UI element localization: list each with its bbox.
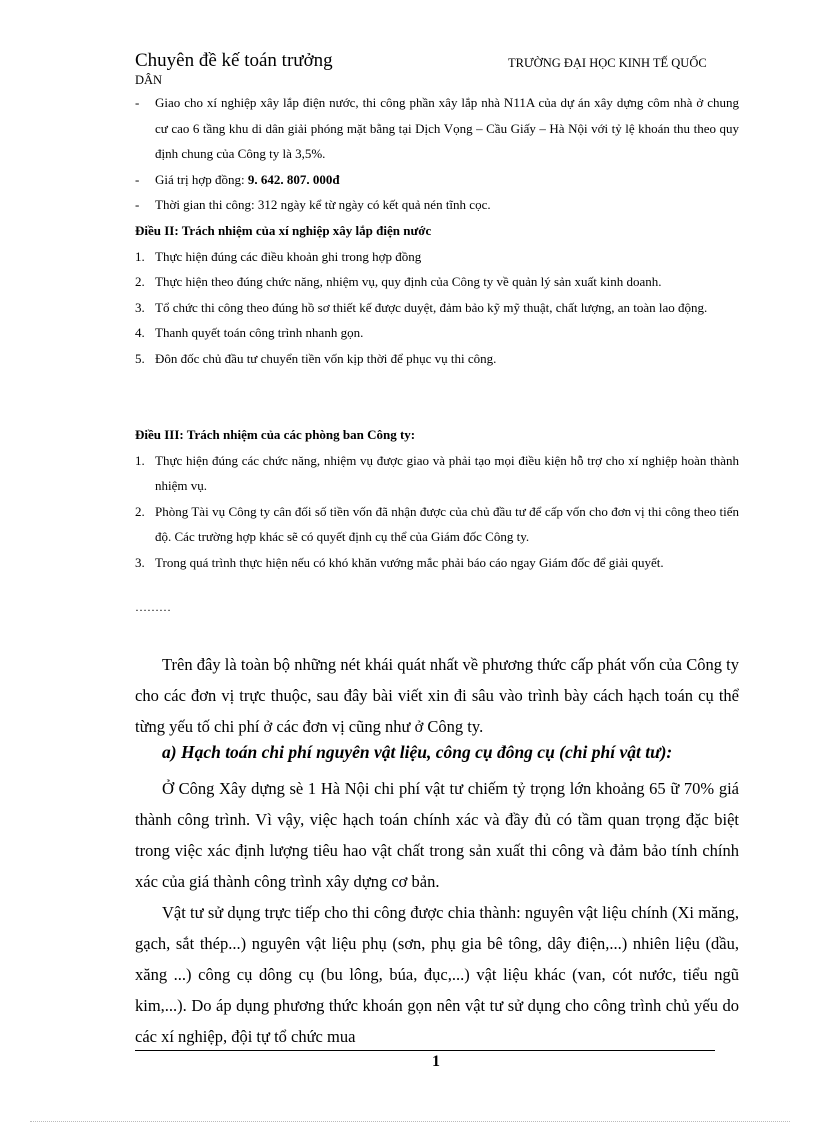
list-marker: 1. [135,248,145,264]
body-paragraph: Trên đây là toàn bộ những nét khái quát nhất về phương thức cấp phát vốn của Công ty cho các đơn vị trực thuộc, sau đây bài viết xin đi sâu vào trình bày cách hạch toán cụ thể từng yếu tố chi phí ở các đơn vị cũng như ở Công ty. [135,655,739,736]
article-3-heading: Điều III: Trách nhiệm của các phòng ban Công ty: [135,427,416,442]
list-marker: 2. [135,503,145,519]
list-item [135,295,739,321]
contract-value-label: Giá trị hợp đồng: [155,171,248,187]
page-edge-divider [30,1121,790,1122]
list-item [135,244,739,270]
footer-rule [135,1050,715,1051]
contract-terms-list [135,90,739,218]
list-item [135,320,739,346]
list-marker: 1. [135,452,145,468]
section-heading-a: a) Hạch toán chi phí nguyên vật liệu, công cụ đông cụ (chi phí vật tư): [162,742,673,762]
list-item-text: Đôn đốc chủ đầu tư chuyển tiền vốn kịp thời để phục vụ thi công. [155,350,497,366]
article-2 [135,218,739,371]
header-school: TRƯỜNG ĐẠI HỌC KINH TẾ QUỐC [508,56,707,70]
list-item-text: Giao cho xí nghiệp xây lắp điện nước, thi công phần xây lắp nhà N11A của dự án xây dựng côm nhà ở chung cư cao 6 tầng khu di dân giải phóng mặt bằng tại Dịch Vọng – Cầu Giấy – Hà Nội với tỷ lệ khoán thu theo quy định chung của Công ty là 3,5%. [155,95,739,161]
list-item-text: Tổ chức thi công theo đúng hồ sơ thiết kế được duyệt, đảm bảo kỹ mỹ thuật, chất lượng, an toàn lao động. [155,299,708,315]
article-3 [135,422,739,575]
list-marker: 5. [135,350,145,366]
list-marker: - [135,197,140,212]
list-marker: 2. [135,274,145,289]
list-item-text: Thực hiện đúng các điều khoản ghi trong hợp đồng [155,248,422,264]
page-number: 1 [432,1053,440,1070]
list-marker: 3. [135,554,145,570]
list-item-text: Phòng Tài vụ Công ty cân đối số tiền vốn đã nhận được của chủ đầu tư để cấp vốn cho đơn vị thi công theo tiến độ. Các trường hợp khác sẽ có quyết định cụ thể của Giám đốc Công ty. [155,503,739,544]
list-item [135,499,739,550]
list-item-text: Trong quá trình thực hiện nếu có khó khăn vướng mắc phải báo cáo ngay Giám đốc để giải quyết. [155,554,664,570]
contract-value: 9. 642. 807. 000đ [247,171,340,187]
list-item [135,346,739,372]
list-item [135,90,739,167]
list-item [135,448,739,499]
header-school-continued: DÂN [135,73,163,87]
list-marker: - [135,171,140,187]
list-item [135,550,739,576]
body-paragraph: Ở Công Xây dựng sè 1 Hà Nội chi phí vật tư chiếm tỷ trọng lớn khoảng 65 ữ 70% giá thành công trình. Vì vậy, việc hạch toán chính xác và đầy đủ có tầm quan trọng đặc biệt trong việc xác định lượng tiêu hao vật chất trong sản xuất thi công và đảm bảo tính chính xác của giá thành công trình xây dựng cơ bản. [135,779,739,891]
list-item [135,269,739,295]
list-item-text: Thực hiện đúng các chức năng, nhiệm vụ được giao và phải tạo mọi điều kiện hỗ trợ cho xí nghiệp hoàn thành nhiệm vụ. [155,452,739,493]
list-item [135,167,739,193]
list-marker: - [135,95,140,110]
list-marker: 4. [135,325,145,340]
list-item-text: Thanh quyết toán công trình nhanh gọn. [155,325,364,340]
article-2-heading: Điều II: Trách nhiệm của xí nghiệp xây lắp điện nước [135,223,432,238]
list-marker: 3. [135,299,145,315]
body-paragraph: Vật tư sử dụng trực tiếp cho thi công được chia thành: nguyên vật liệu chính (Xi măng, gạch, sắt thép...) nguyên vật liệu phụ (sơn, phụ gia bê tông, dây điện,...) nhiên liệu (dầu, xăng ...) công cụ dông cụ (bu lông, búa, đục,...) vật liệu khác (van, cót nước, tiểu ngũ kim,...). Do áp dụng phương thức khoán gọn nên vật tư sử dụng cho công trình chủ yếu do các xí nghiệp, đội tự tổ chức mua [135,903,739,1046]
list-item-text: Thực hiện theo đúng chức năng, nhiệm vụ, quy định của Công ty về quản lý sản xuất kinh doanh. [155,274,662,289]
header-title: Chuyên đề kế toán trưởng [135,50,333,71]
list-item-text: Thời gian thi công: 312 ngày kể từ ngày có kết quả nén tĩnh cọc. [155,197,491,212]
ellipsis: ……… [135,600,171,614]
list-item [135,192,739,218]
